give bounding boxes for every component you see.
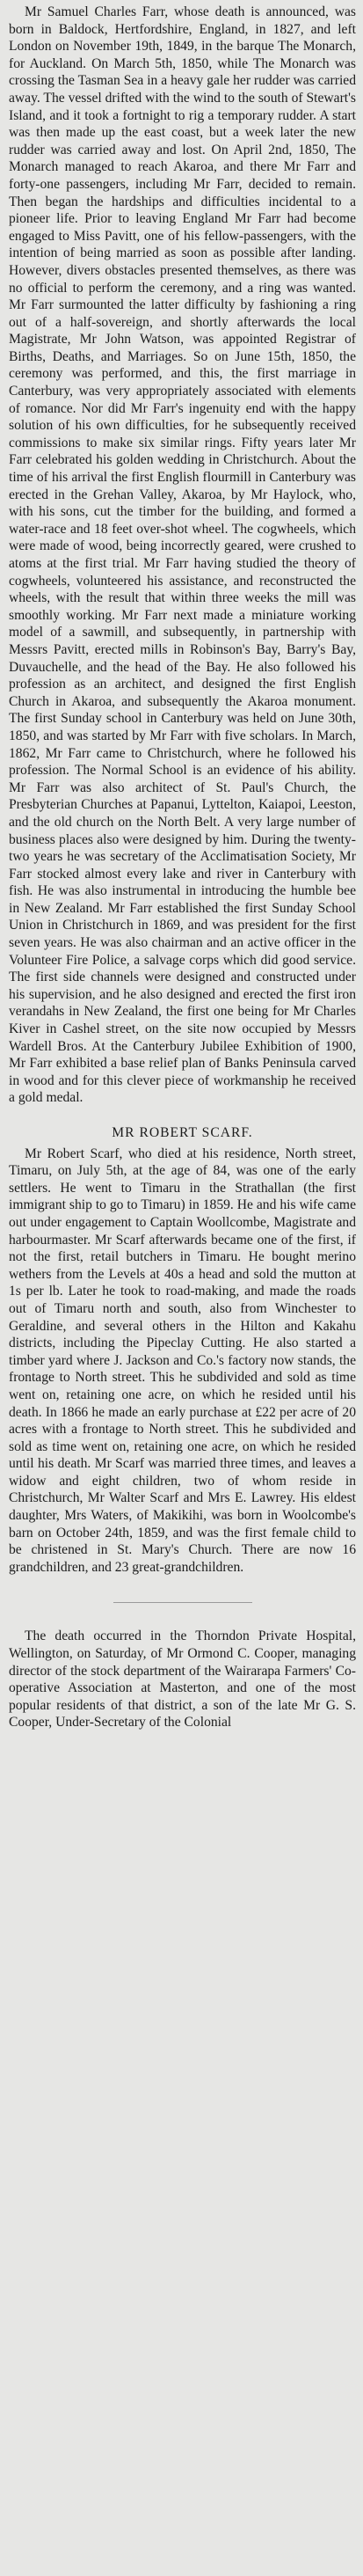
section-divider	[113, 1602, 252, 1603]
heading-robert-scarf: MR ROBERT SCARF.	[112, 1125, 253, 1140]
obituary-scarf: Mr Robert Scarf, who died at his residence, North street, Timaru, on July 5th, at the age of 84, was one of the early settlers. He went to Timaru in the Strathallan (the first immigrant ship to go to Timaru) in 1859. He and his wife came out under engagement to Captain Woollcombe, Magistrate and harbourmaster. Mr Scarf afterwards became one of the first, if not the first, retail butchers in Timaru. He bought merino wethers from the Levels at 40s a head and sold the mutton at 1s per lb. Later he took to road-making, and made the roads out of Timaru north and south, also from Winchester to Geraldine, and several others in the Hilton and Kakahu districts, including the Pipeclay Cutting. He also started a timber yard where J. Jackson and Co.'s factory now stands, the frontage to North street. This he subdivided and sold as time went on, retaining one acre, on which he resided until his death. In 1866 he made an early purchase at £22 per acre of 20 acres with a frontage to North street. This he subdivided and sold as time went on, retaining one acre, on which he resided until his death. Mr Scarf was married three times, and leaves a widow and eight children, two of whom reside in Christchurch, Mr Walter Scarf and Mrs E. Lawrey. His eldest daughter, Mrs Waters, of Makikihi, was born in Woolcombe's barn on October 24th, 1859, and was the first female child to be christened in St. Mary's Church. There are now 16 grandchildren, and 23 great-grandchildren.	[9, 1145, 356, 1575]
obituary-farr: Mr Samuel Charles Farr, whose death is announced, was born in Baldock, Hertfordshire, England, in 1827, and left London on November 19th, 1849, in the barque The Monarch, for Auckland. On March 5th, 1850, while The Monarch was crossing the Tasman Sea in a heavy gale her rudder was carried away. The vessel drifted with the wind to the south of Stewart's Island, and it took a fortnight to rig a temporary rudder. A start was then made up the east coast, but a week later the new rudder was carried away and lost. On April 2nd, 1850, The Monarch managed to reach Akaroa, and there Mr Farr and forty-one passengers, including Mr Farr, decided to remain. Then began the hardships and difficulties incidental to a pioneer life. Prior to leaving England Mr Farr had become engaged to Miss Pavitt, one of his fellow-passengers, with the intention of being married as soon as possible after landing. However, divers obstacles presented themselves, as there was no official to perform the ceremony, and a ring was wanted. Mr Farr surmounted the latter difficulty by fashioning a ring out of a half-sovereign, and shortly afterwards the local Magistrate, Mr John Watson, was appointed Registrar of Births, Deaths, and Marriages. So on June 15th, 1850, the ceremony was performed, and this, the first marriage in Canterbury, was very appropriately associated with elements of romance. Nor did Mr Farr's ingenuity end with the happy solution of his own difficulties, for he subsequently received commissions to make six similar rings. Fifty years later Mr Farr celebrated his golden wedding in Christchurch. About the time of his arrival the first English flourmill in Canterbury was erected in the Grehan Valley, Akaroa, by Mr Haylock, who, with his sons, cut the timber for the building, and formed a water-race and 18 feet over-shot wheel. The cogwheels, which were made of wood, being incorrectly geared, were crushed to atoms at the first trial. Mr Farr having studied the theory of cogwheels, volunteered his assistance, and reconstructed the wheels, with the result that within three weeks the mill was smoothly working. Mr Farr next made a miniature working model of a sawmill, and subsequently, in partnership with Messrs Pavitt, erected mills in Robinson's Bay, Barry's Bay, Duvauchelle, and the head of the Bay. He also followed his profession as an architect, and designed the first English Church in Akaroa, and subsequently the Akaroa monument. The first Sunday school in Canterbury was held on June 30th, 1850, and was started by Mr Farr with five scholars. In March, 1862, Mr Farr came to Christchurch, where he followed his profession. The Normal School is an evidence of his ability. Mr Farr was also architect of St. Paul's Church, the Presbyterian Churches at Papanui, Lyttelton, Kaiapoi, Leeston, and the old church on the North Belt. A very large number of business places also were designed by him. During the twenty-two years he was secretary of the Acclimatisation Society, Mr Farr stocked almost every lake and river in Canterbury with fish. He was also instrumental in introducing the humble bee in New Zealand. Mr Farr established the first Sunday School Union in Christchurch in 1869, and was president for the first seven years. He was also chairman and an active officer in the Volunteer Fire Police, a salvage corps which did good service. The first side channels were designed and constructed under his supervision, and he also designed and erected the first iron verandahs in New Zealand, the first one being for Mr Charles Kiver in Cashel street, on the site now occupied by Messrs Wardell Bros. At the Canterbury Jubilee Exhibition of 1900, Mr Farr exhibited a base relief plan of Banks Peninsula carved in wood and for this clever piece of workmanship he received a gold medal.	[9, 4, 356, 1106]
obituary-cooper: The death occurred in the Thorndon Private Hospital, Wellington, on Saturday, of Mr Ormond C. Cooper, managing director of the stock department of the Wairarapa Farmers' Co-operative Association at Masterton, and one of the most popular residents of that district, a son of the late Mr G. S. Cooper, Under-Secretary of the Colonial	[9, 1628, 356, 1731]
